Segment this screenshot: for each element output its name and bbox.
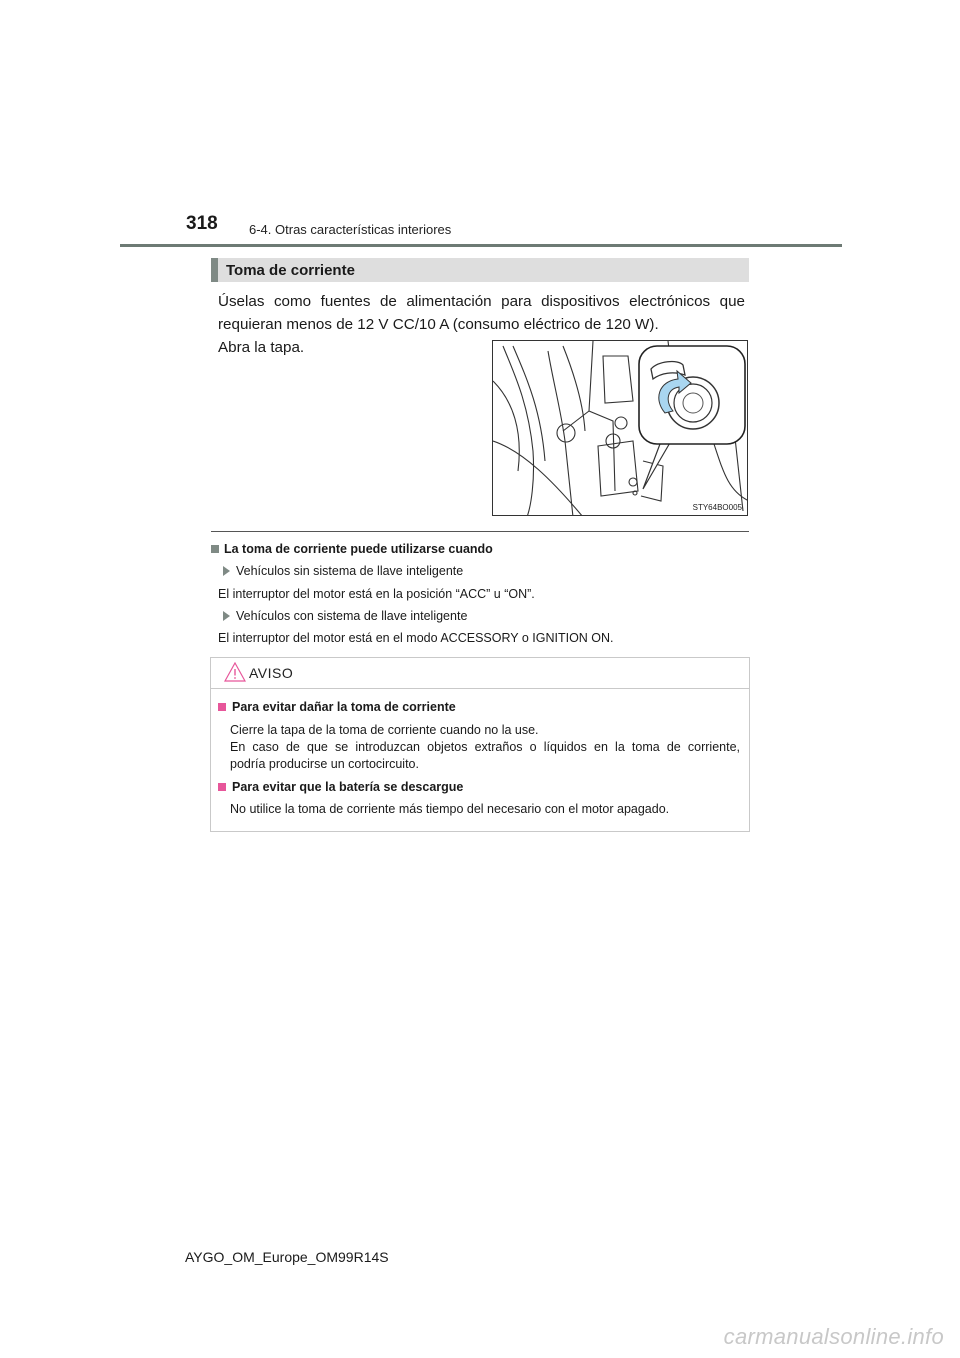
square-bullet-icon: [218, 703, 226, 711]
section-title: 6-4. Otras características interiores: [249, 222, 452, 237]
aviso-line: No utilice la toma de corriente más tiempo del necesario con el motor apagado.: [230, 802, 670, 816]
aviso-header: [211, 658, 749, 689]
condition-label: Vehículos sin sistema de llave inteligente: [236, 564, 464, 578]
aviso-heading-text: Para evitar que la batería se descargue: [232, 780, 464, 794]
page-number: 318: [186, 213, 218, 234]
section-heading: [211, 258, 749, 282]
warning-triangle-icon: [224, 662, 246, 682]
triangle-bullet-icon: [223, 566, 230, 576]
heading-marker: [211, 258, 218, 282]
condition-item: [223, 609, 467, 623]
aviso-line: podría producirse un cortocircuito.: [230, 757, 419, 771]
step-text: Abra la tapa.: [218, 339, 305, 356]
condition-item: [223, 564, 463, 578]
condition-text: El interruptor del motor está en el modo ACCESSORY o IGNITION ON.: [218, 631, 614, 645]
watermark: carmanualsonline.info: [723, 1324, 944, 1349]
header-divider: [120, 244, 842, 247]
power-outlet-figure: [492, 340, 748, 516]
condition-text: El interruptor del motor está en la posición “ACC” u “ON”.: [218, 587, 535, 601]
intro-paragraph: Úselas como fuentes de alimentación para dispositivos electrónicos que requieran menos de 12 V CC/10 A (consumo eléctrico de 120 W).: [218, 293, 745, 333]
power-outlet-illustration: [493, 341, 748, 516]
aviso-line: En caso de que se introduzcan objetos extraños o líquidos en la toma de corriente,: [230, 740, 740, 754]
note-heading-text: La toma de corriente puede utilizarse cuando: [224, 542, 493, 556]
square-bullet-icon: [211, 545, 219, 553]
footer-document-id: AYGO_OM_Europe_OM99R14S: [185, 1249, 389, 1265]
square-bullet-icon: [218, 783, 226, 791]
section-divider: [211, 531, 749, 532]
triangle-bullet-icon: [223, 611, 230, 621]
aviso-line: Cierre la tapa de la toma de corriente cuando no la use.: [230, 723, 539, 737]
condition-label: Vehículos con sistema de llave inteligente: [236, 609, 468, 623]
note-heading: [211, 542, 493, 556]
aviso-heading-text: Para evitar dañar la toma de corriente: [232, 700, 456, 714]
aviso-box: [210, 657, 750, 832]
figure-code: STY64BO005: [692, 503, 742, 512]
aviso-label: AVISO: [249, 665, 294, 681]
aviso-heading: [218, 700, 456, 714]
aviso-heading: [218, 780, 463, 794]
section-heading-text: Toma de corriente: [226, 262, 355, 279]
